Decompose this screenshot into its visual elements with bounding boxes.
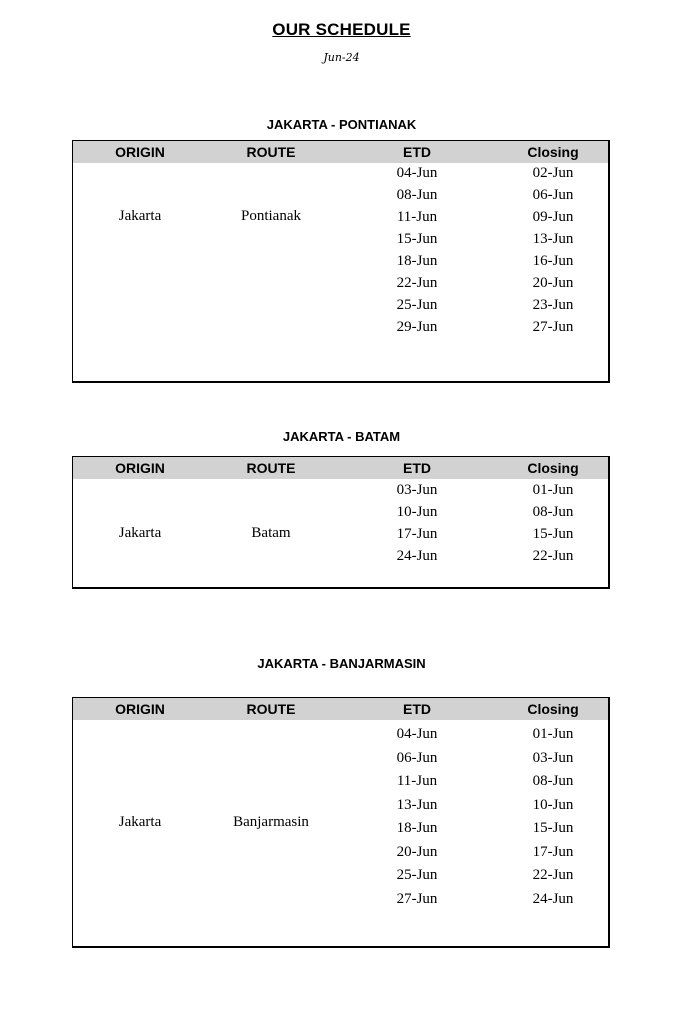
etd-cell: 04-Jun — [396, 726, 438, 742]
etd-cell: 20-Jun — [396, 843, 438, 860]
section-title-pontianak: JAKARTA - PONTIANAK — [266, 117, 417, 132]
closing-cell: 13-Jun — [532, 231, 574, 247]
origin-cell: Jakarta — [118, 208, 162, 224]
table-row — [73, 526, 608, 546]
column-header-origin: ORIGIN — [115, 701, 165, 717]
closing-cell: 24-Jun — [532, 890, 574, 907]
etd-cell: 27-Jun — [396, 890, 438, 907]
table-row — [73, 548, 608, 568]
column-header-route: ROUTE — [246, 701, 296, 717]
page-title: OUR SCHEDULE — [272, 20, 411, 39]
table-row — [73, 820, 608, 840]
closing-cell: 08-Jun — [532, 773, 574, 789]
table-row — [73, 319, 608, 339]
closing-cell: 16-Jun — [532, 253, 574, 269]
table-row — [73, 891, 608, 911]
route-cell: Pontianak — [241, 208, 301, 224]
closing-cell: 20-Jun — [532, 275, 574, 291]
etd-cell: 24-Jun — [396, 548, 438, 564]
table-row — [73, 231, 608, 251]
etd-cell: 04-Jun — [396, 165, 438, 181]
closing-cell: 17-Jun — [532, 843, 574, 860]
etd-cell: 11-Jun — [396, 209, 438, 225]
table-row — [73, 867, 608, 887]
etd-cell: 18-Jun — [396, 820, 438, 836]
column-header-route: ROUTE — [246, 144, 296, 160]
table-row — [73, 482, 608, 502]
table-row — [73, 209, 608, 229]
route-cell: Banjarmasin — [233, 814, 309, 830]
closing-cell: 09-Jun — [532, 209, 574, 225]
closing-cell: 01-Jun — [532, 726, 574, 742]
closing-cell: 03-Jun — [532, 749, 574, 766]
etd-cell: 11-Jun — [396, 773, 438, 789]
closing-cell: 01-Jun — [532, 482, 574, 498]
origin-cell: Jakarta — [118, 525, 162, 541]
etd-cell: 13-Jun — [396, 796, 438, 813]
etd-cell: 22-Jun — [396, 275, 438, 291]
etd-cell: 18-Jun — [396, 253, 438, 269]
column-header-closing: Closing — [527, 701, 579, 717]
table-row — [73, 504, 608, 524]
closing-cell: 27-Jun — [532, 319, 574, 335]
table-row — [73, 726, 608, 746]
section-title-batam: JAKARTA - BATAM — [282, 429, 401, 444]
table-row — [73, 187, 608, 207]
route-cell: Batam — [251, 525, 291, 541]
table-row — [73, 165, 608, 185]
etd-cell: 10-Jun — [396, 504, 438, 520]
column-header-origin: ORIGIN — [115, 144, 165, 160]
etd-cell: 03-Jun — [396, 482, 438, 498]
column-header-etd: ETD — [403, 460, 431, 476]
closing-cell: 22-Jun — [532, 548, 574, 564]
schedule-table-pontianak — [72, 140, 610, 383]
etd-cell: 06-Jun — [396, 749, 438, 766]
section-title-banjarmasin: JAKARTA - BANJARMASIN — [257, 656, 426, 671]
closing-cell: 15-Jun — [532, 820, 574, 836]
closing-cell: 23-Jun — [532, 297, 574, 313]
column-header-closing: Closing — [527, 144, 579, 160]
etd-cell: 29-Jun — [396, 319, 438, 335]
closing-cell: 08-Jun — [532, 504, 574, 520]
table-row — [73, 750, 608, 770]
table-header — [73, 457, 608, 479]
etd-cell: 25-Jun — [396, 867, 438, 883]
table-row — [73, 297, 608, 317]
table-header — [73, 698, 608, 720]
column-header-closing: Closing — [527, 460, 579, 476]
schedule-table-batam — [72, 456, 610, 589]
origin-cell: Jakarta — [118, 814, 162, 830]
closing-cell: 02-Jun — [532, 165, 574, 181]
etd-cell: 15-Jun — [396, 231, 438, 247]
page-subtitle-date: Jun-24 — [323, 51, 360, 64]
table-row — [73, 275, 608, 295]
table-header — [73, 141, 608, 163]
etd-cell: 25-Jun — [396, 297, 438, 313]
column-header-etd: ETD — [403, 701, 431, 717]
table-row — [73, 253, 608, 273]
etd-cell: 17-Jun — [396, 526, 438, 542]
closing-cell: 22-Jun — [532, 867, 574, 883]
table-row — [73, 797, 608, 817]
closing-cell: 06-Jun — [532, 187, 574, 203]
schedule-table-banjarmasin — [72, 697, 610, 948]
etd-cell: 08-Jun — [396, 187, 438, 203]
column-header-route: ROUTE — [246, 460, 296, 476]
column-header-origin: ORIGIN — [115, 460, 165, 476]
table-row — [73, 844, 608, 864]
table-row — [73, 773, 608, 793]
closing-cell: 15-Jun — [532, 526, 574, 542]
closing-cell: 10-Jun — [532, 796, 574, 813]
column-header-etd: ETD — [403, 144, 431, 160]
